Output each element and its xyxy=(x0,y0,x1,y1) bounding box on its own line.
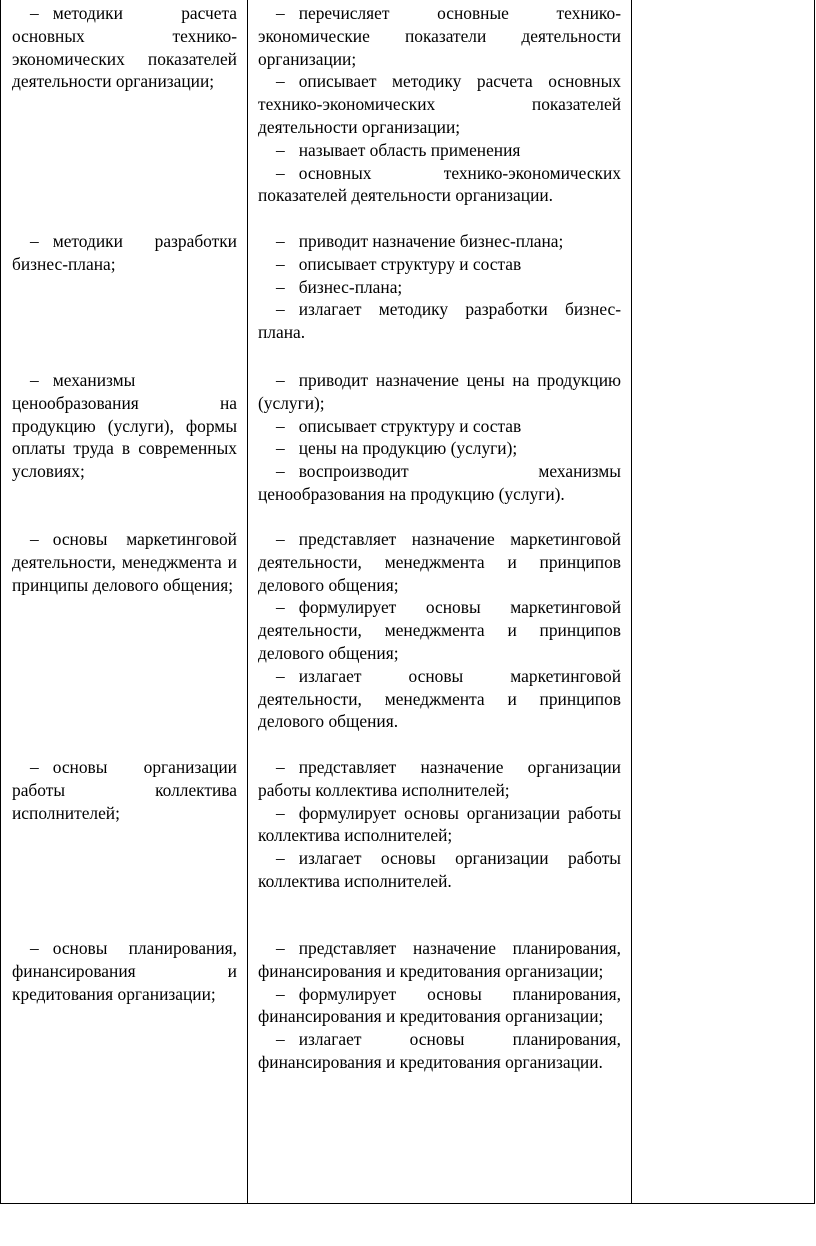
knowledge-text: – основы организации работы коллектива исполнителей; xyxy=(12,757,237,823)
knowledge-cell-2 xyxy=(12,230,237,276)
indicator-item: – излагает основы планирования, финансирования и кредитования организации. xyxy=(258,1029,621,1072)
knowledge-text: – механизмы ценообразования на продукцию (услуги), формы оплаты труда в современных условиях; xyxy=(12,370,237,482)
indicator-item: – цены на продукцию (услуги); xyxy=(276,438,518,459)
indicator-item: – описывает структуру и состав xyxy=(276,415,522,436)
indicator-item: – формулирует основы планирования, финансирования и кредитования организации; xyxy=(258,983,621,1027)
knowledge-text: – основы планирования, финансирования и кредитования организации; xyxy=(12,938,237,1004)
indicator-item: – приводит назначение цены на продукцию (услуги); xyxy=(258,370,621,413)
indicator-item: – воспроизводит механизмы ценообразования на продукцию (услуги). xyxy=(258,461,621,504)
knowledge-cell-3 xyxy=(12,369,237,483)
indicator-item: – представляет назначение маркетинговой деятельности, менеджмента и принципов делового общения; xyxy=(258,529,621,595)
indicator-item: – формулирует основы маркетинговой деятельности, менеджмента и принципов делового общения; xyxy=(258,597,621,663)
knowledge-text: – методики разработки бизнес-плана; xyxy=(12,231,237,274)
knowledge-text: – методики расчета основных технико-экономических показателей деятельности организации; xyxy=(12,3,237,92)
indicator-item: – бизнес-плана; xyxy=(276,276,403,297)
indicator-item: – описывает методику расчета основных технико-экономических показателей деятельности организации; xyxy=(258,71,621,137)
column-divider-2 xyxy=(631,0,632,1203)
indicator-cell-5 xyxy=(258,756,621,893)
indicator-item: – перечисляет основные технико-экономические показатели деятельности организации; xyxy=(258,3,621,69)
knowledge-cell-1 xyxy=(12,2,237,93)
indicator-item: – представляет назначение планирования, финансирования и кредитования организации; xyxy=(258,938,621,981)
knowledge-cell-6 xyxy=(12,937,237,1005)
indicator-item: – излагает основы организации работы коллектива исполнителей. xyxy=(258,848,621,891)
indicator-item: – приводит назначение бизнес-плана; xyxy=(276,231,564,251)
knowledge-text: – основы маркетинговой деятельности, менеджмента и принципы делового общения; xyxy=(12,529,237,595)
indicator-cell-2 xyxy=(258,230,621,344)
indicator-item: – формулирует основы организации работы коллектива исполнителей; xyxy=(258,802,621,846)
knowledge-cell-5 xyxy=(12,756,237,824)
indicator-cell-6 xyxy=(258,937,621,1074)
column-divider-1 xyxy=(247,0,248,1203)
indicator-item: – основных технико-экономических показателей деятельности организации. xyxy=(258,162,621,206)
indicator-item: – излагает основы маркетинговой деятельности, менеджмента и принципов делового общения. xyxy=(258,665,621,732)
indicator-cell-3 xyxy=(258,369,621,506)
indicator-cell-4 xyxy=(258,528,621,733)
indicator-item: – называет область применения xyxy=(276,139,521,160)
indicator-cell-1 xyxy=(258,2,621,207)
indicator-item: – излагает методику разработки бизнес-плана. xyxy=(258,299,621,343)
indicator-item: – представляет назначение организации работы коллектива исполнителей; xyxy=(258,757,621,800)
knowledge-cell-4 xyxy=(12,528,237,596)
indicator-item: – описывает структуру и состав xyxy=(276,253,522,274)
